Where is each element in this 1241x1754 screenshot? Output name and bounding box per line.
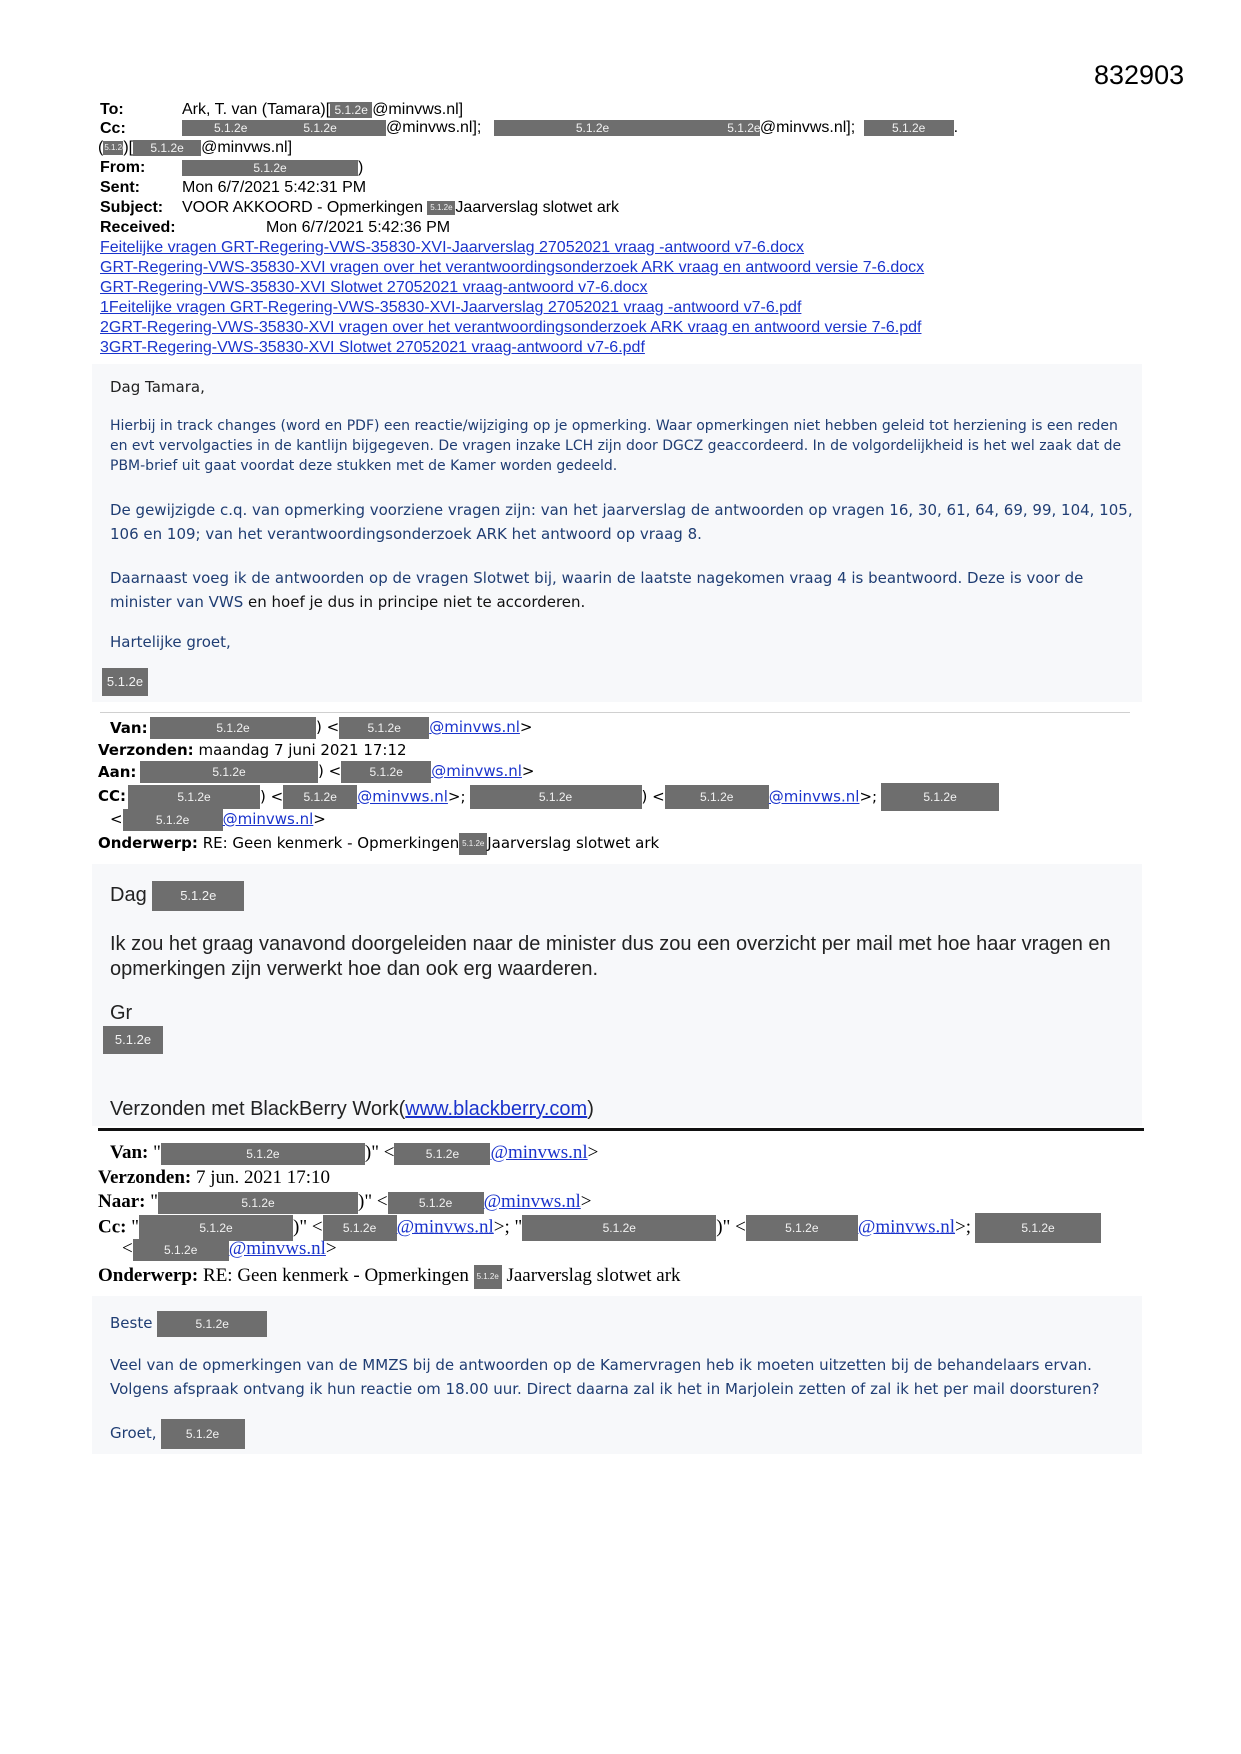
- to-label: To:: [100, 101, 124, 118]
- email2-body: Ik zou het graag vanavond doorgeleiden naar de minister dus zou een overzicht per mail met hoe haar vragen en opmerkingen zijn verwerkt hoe dan ook erg waarderen.: [110, 933, 1111, 980]
- cc-email: @minvws.nl];: [759, 119, 856, 136]
- redaction: 5.1.2e: [474, 1265, 502, 1289]
- redaction: 5.1.2e: [746, 1215, 858, 1241]
- redaction: 5.1.2e: [158, 1192, 358, 1214]
- email2-aan-value: 5.1.2e ) < 5.1.2e @minvws.nl>: [140, 760, 534, 783]
- email1-para3: Daarnaast voeg ik de antwoorden op de vragen Slotwet bij, waarin de laatste nagekomen vraag 4 is beantwoord. Deze is voor de minister van VWS en hoef je dus in principe niet te accorderen.: [110, 569, 1084, 611]
- cc-end: .: [953, 119, 959, 136]
- cc-line2: (5.1.2e)[ 5.1.2e @minvws.nl]: [98, 139, 293, 156]
- email3-van-row: Van: " 5.1.2e )" < 5.1.2e @minvws.nl>: [110, 1142, 599, 1163]
- redaction: 5.1.2e: [864, 120, 954, 136]
- redaction: 5.1.2e 5.1.2e: [494, 120, 760, 136]
- redaction: 5.1.2e: [123, 809, 223, 831]
- email3-closing: Groet, 5.1.2e: [110, 1418, 245, 1449]
- email-link[interactable]: @minvws.nl: [431, 762, 522, 780]
- redaction: 5.1.2e: [139, 1215, 293, 1241]
- email2-verzonden-row: Verzonden: maandag 7 juni 2021 17:12: [98, 741, 407, 759]
- email3-naar-row: Naar: " 5.1.2e )" < 5.1.2e @minvws.nl>: [98, 1191, 592, 1212]
- redaction: 5.1.2e: [150, 717, 316, 739]
- email2-greeting: Dag 5.1.2e: [110, 880, 244, 911]
- to-row: [100, 100, 124, 120]
- redaction: 5.1.2e: [388, 1192, 484, 1214]
- received-label-row: [100, 218, 176, 238]
- subject-label-row: [100, 198, 163, 218]
- redaction: 5.1.2e: [283, 785, 357, 809]
- redaction: 5.1.2e: [330, 102, 372, 118]
- redaction: 5.1.2e: [182, 160, 358, 176]
- sent-label-row: [100, 178, 140, 198]
- attachment-link[interactable]: GRT-Regering-VWS-35830-XVI Slotwet 27052021 vraag-antwoord v7-6.docx: [100, 279, 648, 296]
- redaction: 5.1.2e: [975, 1213, 1101, 1243]
- redaction: 5.1.2e: [103, 141, 123, 155]
- redaction: 5.1.2e: [103, 1026, 163, 1054]
- email-link[interactable]: @minvws.nl: [429, 718, 520, 736]
- divider: [98, 1128, 1144, 1131]
- cc-label: Cc:: [100, 120, 126, 137]
- email1-greeting: Dag Tamara,: [110, 378, 205, 396]
- redaction: 5.1.2e: [339, 717, 429, 739]
- to-value: [182, 100, 463, 120]
- redaction: 5.1.2e: [522, 1215, 716, 1241]
- email2-van-value: 5.1.2e ) < 5.1.2e @minvws.nl>: [150, 716, 532, 739]
- divider: [100, 712, 1130, 713]
- email1-signature: [102, 668, 148, 696]
- received-label: Received:: [100, 219, 176, 236]
- received-value: Mon 6/7/2021 5:42:36 PM: [266, 219, 451, 236]
- email2-cc-row: CC:: [98, 787, 127, 805]
- email3-greeting: Beste 5.1.2e: [110, 1310, 267, 1337]
- email-link[interactable]: @minvws.nl: [228, 1238, 326, 1259]
- email-link[interactable]: @minvws.nl: [222, 810, 314, 828]
- email-link[interactable]: @minvws.nl: [396, 1216, 494, 1238]
- email3-cc-row: Cc: " 5.1.2e )" < 5.1.2e @minvws.nl>; " 5.1.2e )" < 5.1.2e @minvws.nl>; 5.1.2e: [98, 1213, 1101, 1243]
- attachment-link[interactable]: 1Feitelijke vragen GRT-Regering-VWS-35830-XVI-Jaarverslag 27052021 vraag -antwoord v7-6.pdf: [100, 299, 802, 316]
- redaction: 5.1.2e: [161, 1143, 365, 1165]
- email2-cc-line2: < 5.1.2e @minvws.nl>: [110, 808, 326, 831]
- redaction: 5.1.2e: [665, 785, 769, 809]
- redaction: 5.1.2e: [394, 1143, 490, 1165]
- email1-closing: Hartelijke groet,: [110, 633, 231, 651]
- subject-label: Subject:: [100, 199, 164, 216]
- redaction: 5.1.2e: [470, 785, 642, 809]
- cc-label-row: [100, 119, 126, 139]
- redaction: 5.1.2e: [161, 1419, 245, 1449]
- from-value: 5.1.2e ): [182, 158, 363, 178]
- redaction: 5.1.2e: [323, 1215, 397, 1241]
- email3-verzonden-row: Verzonden: 7 jun. 2021 17:10: [98, 1167, 331, 1188]
- attachment-link[interactable]: GRT-Regering-VWS-35830-XVI vragen over het verantwoordingsonderzoek ARK vraag en antwoord versie 7-6.docx: [100, 259, 925, 276]
- email-link[interactable]: @minvws.nl: [357, 787, 448, 806]
- email2-footer: Verzonden met BlackBerry Work(www.blackberry.com): [110, 1098, 594, 1120]
- email2-onderwerp-row: Onderwerp: RE: Geen kenmerk - Opmerkingen 5.1.2e Jaarverslag slotwet ark: [98, 832, 659, 855]
- to-name: Ark, T. van (Tamara)[: [182, 101, 331, 118]
- email2-aan-row: Aan:: [98, 763, 137, 781]
- blackberry-link[interactable]: www.blackberry.com: [405, 1098, 588, 1120]
- email3-onderwerp-row: Onderwerp: RE: Geen kenmerk - Opmerkingen 5.1.2e Jaarverslag slotwet ark: [98, 1262, 681, 1290]
- sent-value: Mon 6/7/2021 5:42:31 PM: [182, 179, 367, 196]
- redaction: 5.1.2e 5.1.2e: [182, 120, 386, 136]
- email-link[interactable]: @minvws.nl: [768, 787, 860, 806]
- email1-para2: De gewijzigde c.q. van opmerking voorziene vragen zijn: van het jaarverslag de antwoorden op vragen 16, 30, 61, 64, 69, 99, 104, 105, 106 en 109; van het verantwoordingsonderzoek ARK het antwoord op vraag 8.: [110, 501, 1133, 543]
- email2-sign: Gr: [110, 1002, 133, 1024]
- cc-value: [182, 118, 958, 138]
- attachment-link[interactable]: 2GRT-Regering-VWS-35830-XVI vragen over het verantwoordingsonderzoek ARK vraag en antwoord versie 7-6.pdf: [100, 319, 922, 336]
- email-link[interactable]: @minvws.nl: [490, 1142, 588, 1163]
- cc-email: @minvws.nl];: [386, 119, 482, 136]
- email2-signature: [103, 1026, 163, 1054]
- redaction: 5.1.2e: [128, 785, 260, 809]
- attachment-link[interactable]: 3GRT-Regering-VWS-35830-XVI Slotwet 27052021 vraag-antwoord v7-6.pdf: [100, 339, 645, 356]
- sent-label: Sent:: [100, 179, 140, 196]
- redaction: 5.1.2e: [133, 1239, 229, 1261]
- redaction: 5.1.2e: [881, 783, 999, 811]
- to-email: @minvws.nl]: [372, 101, 464, 118]
- redaction: 5.1.2e: [140, 761, 318, 783]
- email2-cc-value: 5.1.2e ) < 5.1.2e @minvws.nl>; 5.1.2e ) < 5.1.2e @minvws.nl>; 5.1.2e: [128, 783, 999, 811]
- redaction: 5.1.2e: [133, 140, 201, 156]
- redaction: 5.1.2e: [459, 833, 487, 855]
- subject-value: VOOR AKKOORD - Opmerkingen 5.1.2e Jaarverslag slotwet ark: [182, 199, 620, 216]
- redaction: 5.1.2e: [102, 668, 148, 696]
- redaction: 5.1.2e: [341, 761, 431, 783]
- document-id: 832903: [1094, 60, 1185, 90]
- from-label: From:: [100, 159, 146, 176]
- from-label-row: [100, 158, 145, 178]
- email2-body-panel: [92, 864, 1142, 1126]
- redaction: 5.1.2e: [152, 881, 244, 911]
- email2-van-row: Van:: [110, 719, 148, 737]
- attachment-link[interactable]: Feitelijke vragen GRT-Regering-VWS-35830-XVI-Jaarverslag 27052021 vraag -antwoord v7-6.docx: [100, 239, 805, 256]
- email-link[interactable]: @minvws.nl: [483, 1191, 581, 1212]
- redaction: 5.1.2e: [427, 201, 455, 215]
- email-link[interactable]: @minvws.nl: [857, 1216, 956, 1238]
- email1-para1: Hierbij in track changes (word en PDF) een reactie/wijziging op je opmerking. Waar opmerkingen niet hebben geleid tot herziening is een reden en evt vervolgacties in de kantlijn bijgegeven. De vragen inzake LCH zijn door DGCZ geaccordeerd. In de volgordelijkheid is het wel zaak dat de PBM-brief uit gaat voordat deze stukken met de Kamer worden gedeeld.: [110, 418, 1122, 474]
- email3-cc-line2: < 5.1.2e @minvws.nl>: [122, 1238, 337, 1259]
- email3-body: Veel van de opmerkingen van de MMZS bij de antwoorden op de Kamervragen heb ik moeten uitzetten bij de behandelaars ervan. Volgens afspraak ontvang ik hun reactie om 18.00 uur. Direct daarna zal ik het in Marjolein zetten of zal ik het per mail doorsturen?: [110, 1356, 1100, 1398]
- redaction: 5.1.2e: [157, 1311, 267, 1337]
